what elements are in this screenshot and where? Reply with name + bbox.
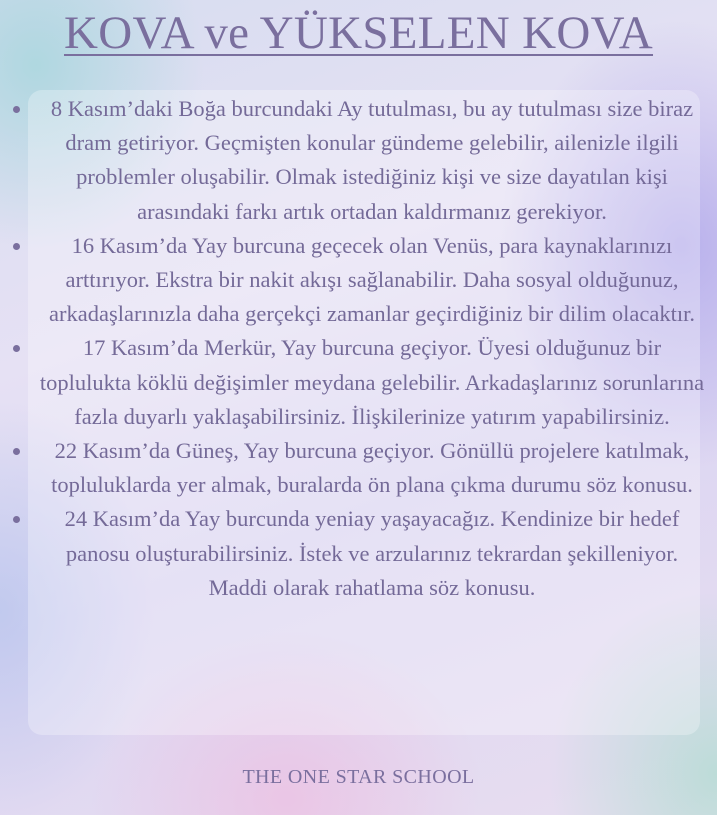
list-item [0,229,717,332]
page-title: KOVA ve YÜKSELEN KOVA [63,7,654,59]
bullet-icon [13,106,20,113]
list-item [0,502,717,605]
list-item-text: 22 Kasım’da Güneş, Yay burcuna geçiyor. Gönüllü projelere katılmak, topluluklarda yer almak, buralarda ön plana çıkma durumu söz konusu. [51,438,693,498]
list-item-text: 16 Kasım’da Yay burcuna geçecek olan Venüs, para kaynaklarınızı arttırıyor. Ekstra bir nakit akışı sağlanabilir. Daha sosyal olduğunuz, arkadaşlarınızla daha gerçekçi zamanlar geçirdiğiniz bir dilim olacaktır. [49,232,695,327]
list-item [0,92,717,229]
bullet-icon [13,516,20,523]
bullet-icon [13,345,20,352]
list-item-text: 24 Kasım’da Yay burcunda yeniay yaşayacağız. Kendinize bir hedef panosu oluşturabilirsiniz. İstek ve arzularınız tekrardan şekilleniyor. Maddi olarak rahatlama söz konusu. [64,506,680,600]
list-item [0,331,717,434]
list-item-text: 17 Kasım’da Merkür, Yay burcuna geçiyor. Üyesi olduğunuz bir toplulukta köklü değişimler meydana gelebilir. Arkadaşlarınız sorunlarına fazla duyarlı yaklaşabilirsiniz. İlişkilerinize yatırım yapabilirsiniz. [39,335,705,429]
list-item-text: 8 Kasım’daki Boğa burcundaki Ay tutulması, bu ay tutulması size biraz dram getiriyor. Geçmişten konular gündeme gelebilir, ailenizle ilgili problemler oluşabilir. Olmak istediğiniz kişi ve size dayatılan kişi arasındaki farkı artık ortadan kaldırmanız gerekiyor. [50,96,694,224]
list-item [0,434,717,502]
footer-brand: THE ONE STAR SCHOOL [242,766,475,788]
bullet-list [0,92,717,605]
bullet-icon [13,448,20,455]
bullet-icon [13,243,20,250]
